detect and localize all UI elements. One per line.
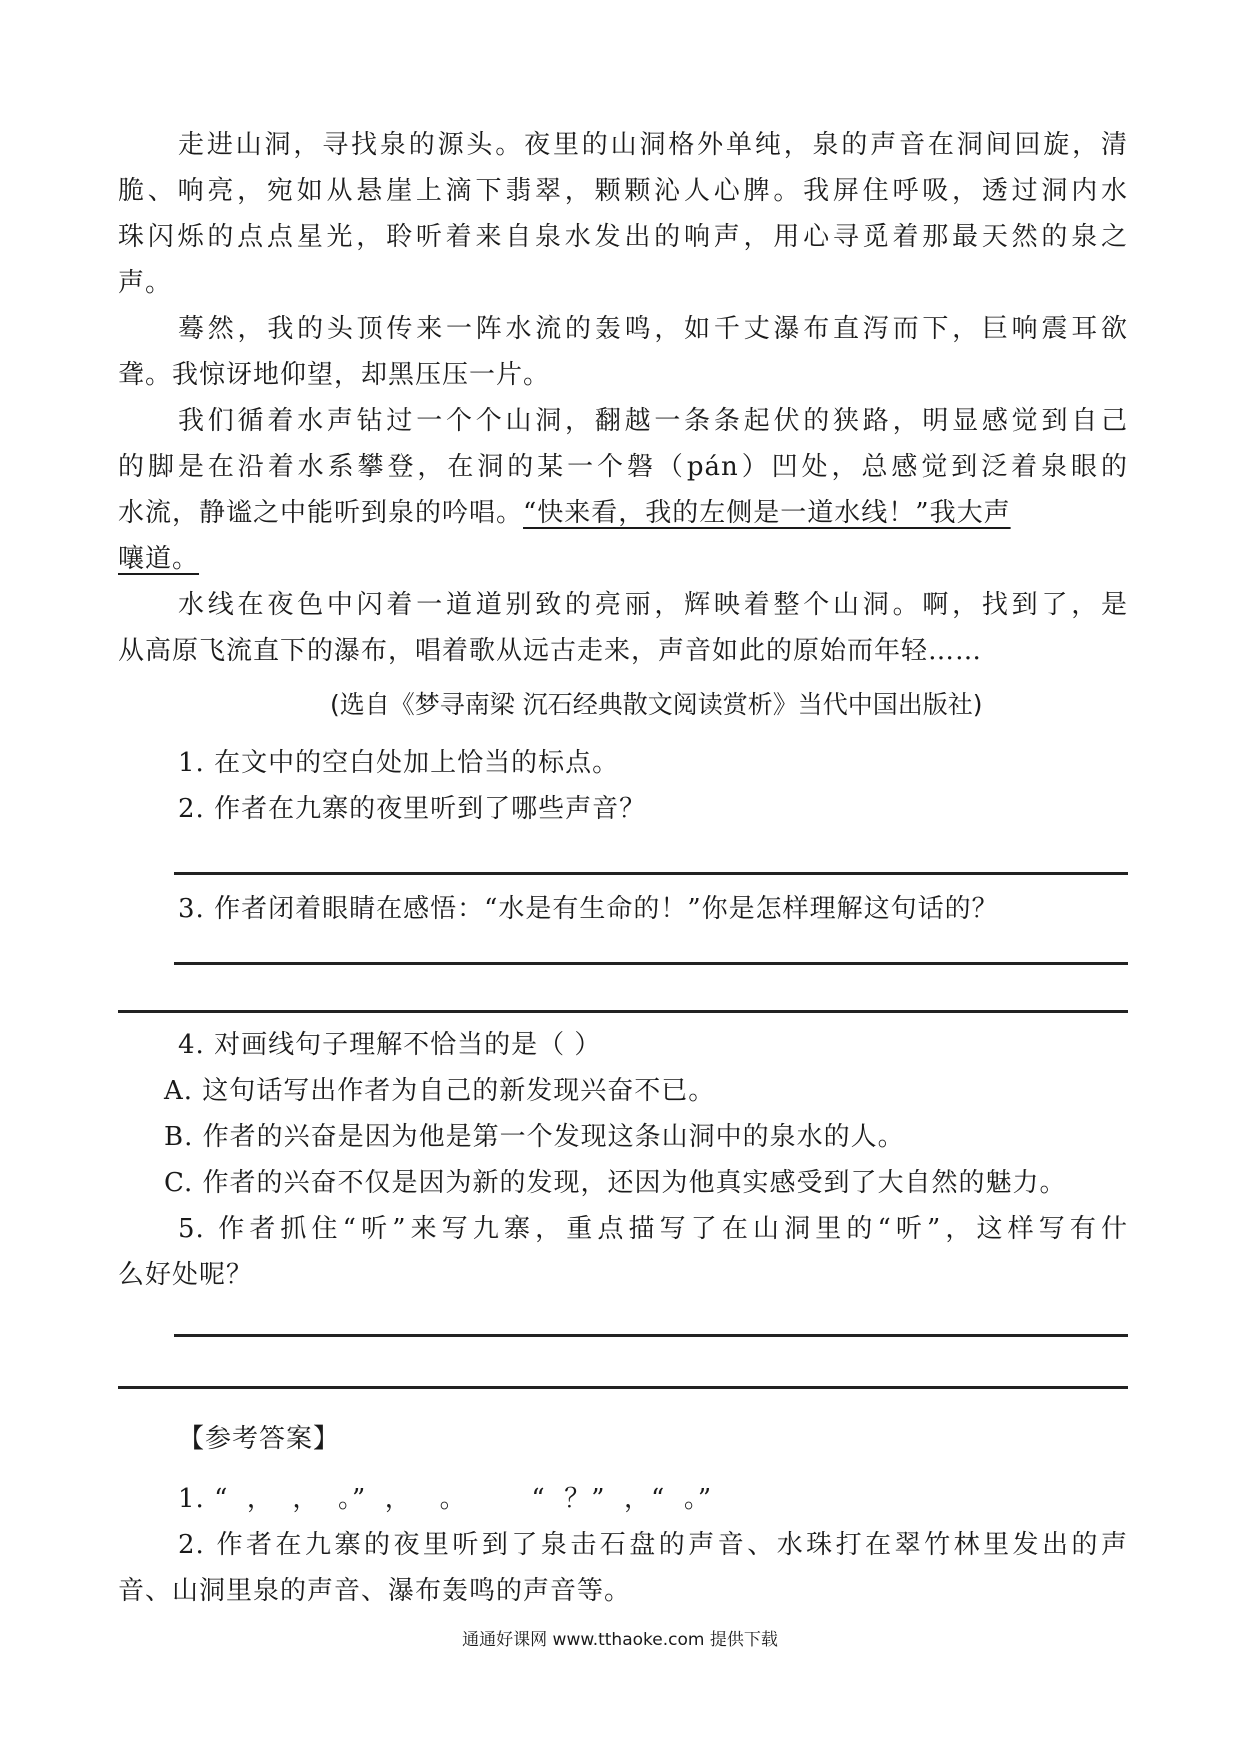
option-b: B. 作者的兴奋是因为他是第一个发现这条山洞中的泉水的人。 (164, 1122, 905, 1152)
answer-blank-line[interactable] (174, 1334, 1128, 1337)
underlined-sentence: “快来看，我的左侧是一道水线！”我大声 (523, 498, 1011, 528)
answers-heading: 【参考答案】 (178, 1424, 341, 1454)
passage-line: 蓦然，我的头顶传来一阵水流的轰鸣，如千丈瀑布直泻而下，巨响震耳欲 (178, 314, 1128, 344)
passage-line: 脆、响亮，宛如从悬崖上滴下翡翠，颗颗沁人心脾。我屏住呼吸，透过洞内水 (118, 176, 1128, 206)
question-5: 5. 作者抓住“听”来写九寨，重点描写了在山洞里的“听”，这样写有什 (178, 1214, 1128, 1244)
question-4: 4. 对画线句子理解不恰当的是（ ） (178, 1030, 602, 1060)
question-3: 3. 作者闭着眼睛在感悟：“水是有生命的！”你是怎样理解这句话的？ (178, 894, 999, 924)
answer-blank-line[interactable] (118, 1386, 1128, 1389)
passage-line (118, 490, 1128, 536)
source-citation: (选自《梦寻南梁 沉石经典散文阅读赏析》当代中国出版社) (330, 690, 983, 719)
answer-blank-line[interactable] (174, 962, 1128, 965)
passage-line: 聋。我惊讶地仰望，却黑压压一片。 (118, 360, 551, 390)
passage-line: 珠闪烁的点点星光，聆听着来自泉水发出的响声，用心寻觅着那最天然的泉之 (118, 222, 1128, 252)
page-footer: 通通好课网 www.tthaoke.com 提供下载 (462, 1630, 778, 1650)
option-a: A. 这句话写出作者为自己的新发现兴奋不已。 (164, 1076, 716, 1106)
passage-line (118, 536, 1128, 582)
passage-line: 声。 (118, 268, 173, 298)
answer-blank-line[interactable] (118, 1010, 1128, 1013)
answer-2-continued: 音、山洞里泉的声音、瀑布轰鸣的声音等。 (118, 1576, 632, 1606)
answer-1: 1. “ ， ， 。” ， 。 “ ？” ，“ 。” (178, 1484, 713, 1514)
passage-line: 我们循着水声钻过一个个山洞，翻越一条条起伏的狭路，明显感觉到自己 (178, 406, 1128, 436)
question-1: 1. 在文中的空白处加上恰当的标点。 (178, 748, 620, 778)
passage-line: 走进山洞，寻找泉的源头。夜里的山洞格外单纯，泉的声音在洞间回旋，清 (178, 130, 1128, 160)
question-2: 2. 作者在九寨的夜里听到了哪些声音？ (178, 794, 647, 824)
passage-line: 从高原飞流直下的瀑布，唱着歌从远古走来，声音如此的原始而年轻…… (118, 636, 983, 666)
passage-text: 水流，静谧之中能听到泉的吟唱。 (118, 498, 524, 528)
answer-blank-line[interactable] (174, 872, 1128, 875)
passage-line: 的脚是在沿着水系攀登，在洞的某一个磐（pán）凹处，总感觉到泛着泉眼的 (118, 452, 1128, 482)
passage-line: 水线在夜色中闪着一道道别致的亮丽，辉映着整个山洞。啊，找到了，是 (178, 590, 1128, 620)
underlined-sentence: 嚷道。 (118, 544, 200, 574)
answer-2: 2. 作者在九寨的夜里听到了泉击石盘的声音、水珠打在翠竹林里发出的声 (178, 1530, 1128, 1560)
option-c: C. 作者的兴奋不仅是因为新的发现，还因为他真实感受到了大自然的魅力。 (164, 1168, 1067, 1198)
question-5-continued: 么好处呢？ (118, 1260, 254, 1290)
